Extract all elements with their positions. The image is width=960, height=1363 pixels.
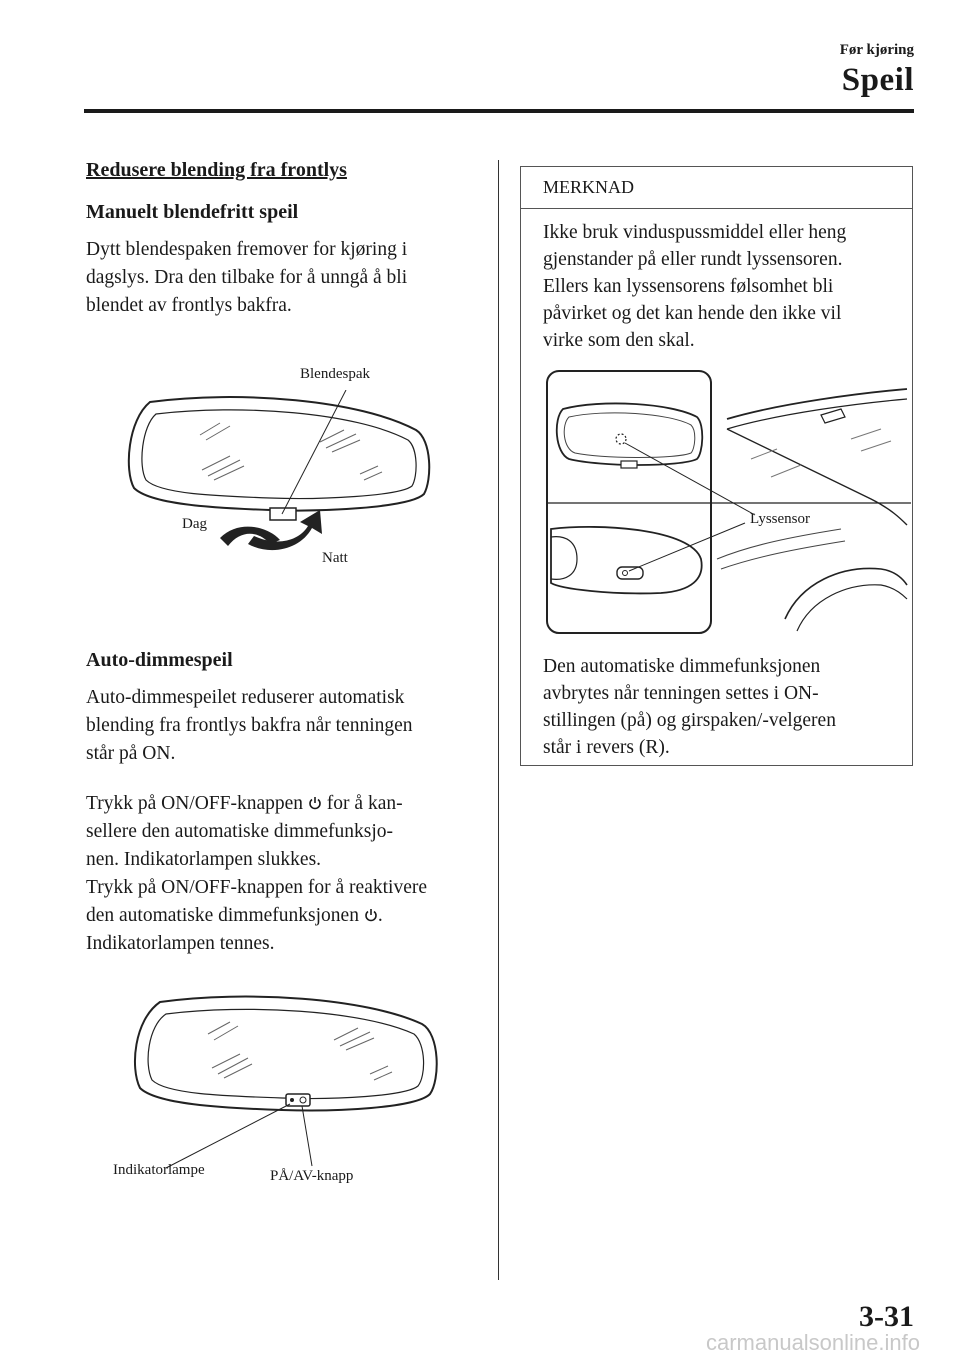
text-line: står på ON. [86, 743, 176, 764]
heading-reduce-glare: Redusere blending fra frontlys [86, 159, 347, 181]
text-line: avbrytes når tenningen settes i ON- [543, 683, 819, 704]
leader-button [302, 1106, 312, 1166]
header-rule [84, 109, 914, 113]
mirror-inner [148, 1009, 424, 1098]
text-line: blending fra frontlys bakfra når tenningen [86, 715, 413, 736]
text-line: står i revers (R). [543, 737, 670, 758]
power-icon [364, 908, 378, 922]
light-sensor-figure [541, 369, 911, 639]
watermark: carmanualsonline.info [705, 1330, 920, 1355]
inset-sensor-mount [621, 461, 637, 468]
indicator-lamp-icon [290, 1098, 294, 1102]
leader-indicator [166, 1104, 290, 1168]
column-divider [498, 160, 499, 1280]
text-line: Trykk på ON/OFF-knappen for å reaktivere [86, 877, 427, 898]
text-fragment: den automatiske dimmefunksjonen [86, 905, 364, 926]
lever-mount [270, 508, 296, 520]
label-natt: Natt [322, 550, 348, 566]
manual-mirror-figure [120, 390, 450, 580]
text-fragment: Trykk på ON/OFF-knappen [86, 793, 308, 814]
text-line: gjenstander på eller rundt lyssensoren. [543, 249, 843, 270]
text-line: virke som den skal. [543, 330, 695, 351]
text-line: nen. Indikatorlampen slukkes. [86, 849, 322, 870]
label-indikatorlampe: Indikatorlampe [113, 1162, 205, 1178]
text-line: Indikatorlampen tennes. [86, 933, 275, 954]
auto-mirror-figure [126, 990, 446, 1170]
text-line: Ellers kan lyssensorens følsomhet bli [543, 276, 834, 297]
text-line: Dytt blendespaken fremover for kjøring i [86, 239, 408, 260]
text-line [86, 902, 486, 930]
note-title: MERKNAD [543, 177, 635, 197]
text-line: Ikke bruk vinduspussmiddel eller heng [543, 222, 847, 243]
section-title: Speil [841, 62, 914, 98]
left-column-top [86, 156, 486, 320]
inset-sensor-window [617, 567, 643, 579]
chapter-title: Før kjøring [839, 42, 914, 58]
page-number: 3-31 [859, 1300, 914, 1333]
car-roofline [727, 389, 907, 419]
power-icon [308, 796, 322, 810]
car-fender [785, 568, 907, 619]
mirror-inner [142, 410, 416, 499]
text-line: påvirket og det kan hende den ikke vil [543, 303, 842, 324]
manual-mirror-text [86, 236, 486, 320]
left-column-auto [86, 646, 486, 958]
heading-auto-dimming: Auto-dimmespeil [86, 649, 233, 671]
leader-line [282, 390, 346, 514]
label-blendespak: Blendespak [300, 366, 370, 382]
text-line: sellere den automatiske dimmefunksjo- [86, 821, 394, 842]
label-dag: Dag [182, 516, 207, 532]
note-header [521, 167, 912, 209]
note-text-2 [543, 653, 908, 761]
text-line: dagslys. Dra den tilbake for å unngå å bli [86, 267, 408, 288]
text-line: stillingen (på) og girspaken/-velgeren [543, 710, 836, 731]
note-box [520, 166, 913, 766]
heading-manual-mirror: Manuelt blendefritt speil [86, 201, 299, 223]
text-fragment: . [377, 905, 383, 926]
label-lyssensor: Lyssensor [750, 511, 810, 527]
text-line: Auto-dimmespeilet reduserer automatisk [86, 687, 405, 708]
note-text-1 [543, 219, 908, 354]
label-pa-av-knapp: PÅ/AV-knapp [270, 1168, 354, 1184]
text-line: blendet av frontlys bakfra. [86, 295, 292, 316]
text-line [86, 790, 486, 818]
text-fragment: for å kan- [321, 793, 403, 814]
auto-dimming-text-2 [86, 790, 486, 958]
text-line: Den automatiske dimmefunksjonen [543, 656, 821, 677]
auto-dimming-text-1 [86, 684, 486, 768]
